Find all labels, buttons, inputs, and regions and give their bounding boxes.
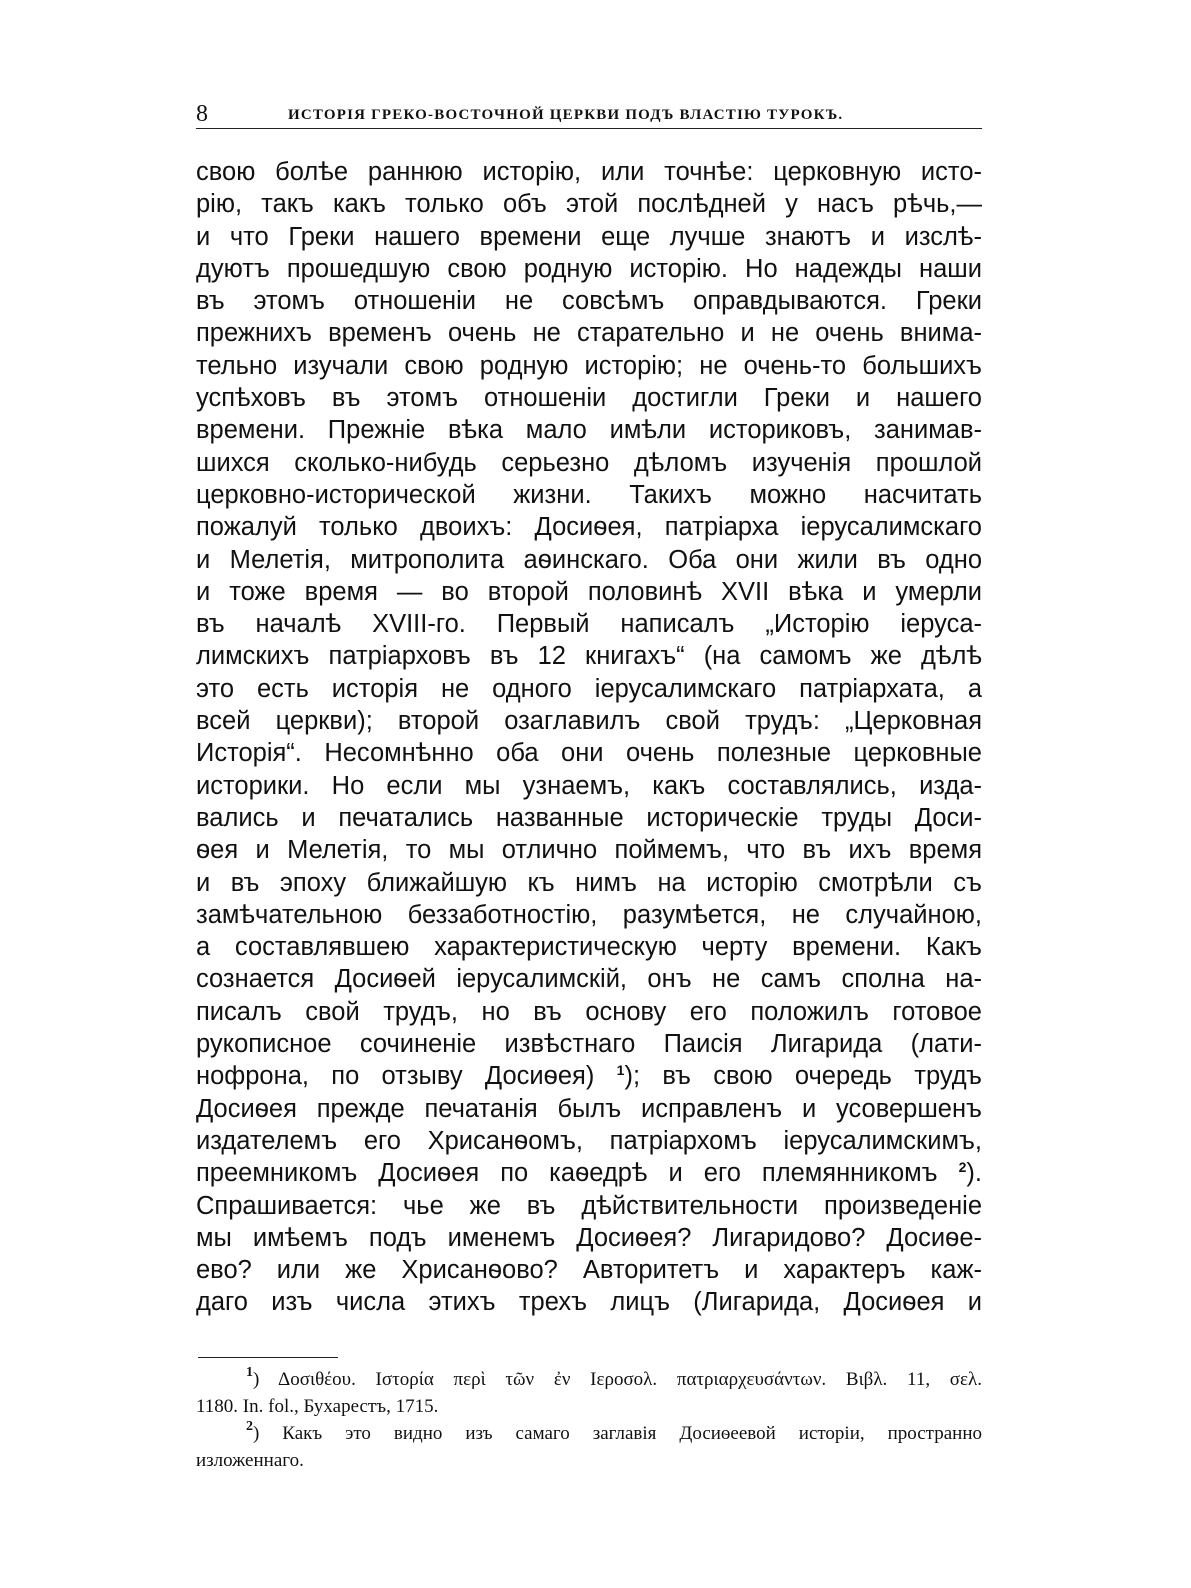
footnote-2-text: ) Какъ это видно изъ самаго заглавія Досиѳеевой исторіи, пространно — [253, 1423, 982, 1444]
text-line: ѳея и Мелетія, то мы отлично поймемъ, что въ ихъ время — [196, 836, 982, 865]
text-line: а составлявшею характеристическую черту времени. Какъ — [196, 933, 982, 962]
text-line: это есть исторія не одного іерусалимскаго патріархата, а — [196, 674, 982, 703]
text-line-with-footnote-ref: преемникомъ Досиѳея по каѳедрѣ и его племянникомъ $^2$). — [196, 1159, 982, 1188]
text-line: въ началѣ XVIII-го. Первый написалъ „Исторію іеруса- — [196, 610, 982, 639]
text-line-with-footnote-ref: нофрона, по отзыву Досиѳея) $^1$); въ свою очередь трудъ — [196, 1062, 982, 1091]
text-line: и тоже время — во второй половинѣ XVII вѣка и умерли — [196, 577, 982, 606]
text-line: замѣчательною беззаботностію, разумѣется, не случайною, — [196, 900, 982, 929]
footnote-2-continuation: изложеннаго. — [196, 1450, 304, 1471]
footnote-1-text: ) Δοσιθέου. Ιστορία περὶ τῶν ἐν Ιεροσολ. πατριαρχευσάντων. Βιβλ. 11, σελ. — [253, 1369, 982, 1390]
page-number: 8 — [196, 101, 208, 127]
text-line: времени. Прежніе вѣка мало имѣли историковъ, занимав- — [196, 416, 982, 445]
text-line: рукописное сочиненіе извѣстнаго Паисія Лигарида (лати- — [196, 1030, 982, 1059]
text-line: успѣховъ въ этомъ отношеніи достигли Греки и нашего — [196, 384, 982, 413]
line-text-tail: ; въ свою очередь трудъ — [632, 1062, 982, 1091]
text-line: Исторія“. Несомнѣнно оба они очень полезные церковные — [196, 739, 982, 768]
text-line: въ этомъ отношеніи не совсѣмъ оправдываются. Греки — [196, 287, 982, 316]
text-line: сознается Досиѳей іерусалимскій, онъ не самъ сполна на- — [196, 965, 982, 994]
footnote-ref-1: 1 — [616, 1062, 625, 1079]
text-line: лимскихъ патріарховъ въ 12 книгахъ“ (на самомъ же дѣлѣ — [196, 642, 982, 671]
footnote-marker-1: 1 — [246, 1366, 253, 1380]
running-header — [196, 100, 982, 128]
text-line: дуютъ прошедшую свою родную исторію. Но надежды наши — [196, 254, 982, 283]
text-line: Досиѳея прежде печатанія былъ исправленъ и усовершенъ — [196, 1094, 982, 1123]
text-line: издателемъ его Хрисанѳомъ, патріархомъ іерусалимскимъ, — [196, 1126, 982, 1155]
text-line: рію, такъ какъ только объ этой послѣдней у насъ рѣчь,— — [196, 190, 982, 219]
text-line: вались и печатались названные историческіе труды Доси- — [196, 803, 982, 832]
footnote-rule — [198, 1357, 338, 1358]
text-line: прежнихъ временъ очень не старательно и не очень внима- — [196, 319, 982, 348]
text-line: и Мелетія, митрополита аѳинскаго. Оба они жили въ одно — [196, 545, 982, 574]
footnote-ref-2: 2 — [958, 1159, 967, 1176]
text-line: историки. Но если мы узнаемъ, какъ составлялись, изда- — [196, 771, 982, 800]
text-line: ево? или же Хрисанѳово? Авторитетъ и характеръ каж- — [196, 1256, 982, 1285]
footnote-marker-2: 2 — [246, 1420, 253, 1434]
line-text: преемникомъ Досиѳея по каѳедрѣ и его племянникомъ — [196, 1159, 938, 1188]
text-line: мы имѣемъ подъ именемъ Досиѳея? Лигаридово? Досиѳе- — [196, 1223, 982, 1252]
text-line: церковно-исторической жизни. Такихъ можно насчитать — [196, 480, 982, 509]
text-line: всей церкви); второй озаглавилъ свой трудъ: „Церковная — [196, 707, 982, 736]
text-line: тельно изучали свою родную исторію; не очень-то большихъ — [196, 351, 982, 380]
text-line: свою болѣе раннюю исторію, или точнѣе: церковную исто- — [196, 158, 982, 186]
footnotes — [196, 1366, 982, 1474]
line-text: нофрона, по отзыву Досиѳея) — [196, 1062, 595, 1091]
text-line: пожалуй только двоихъ: Досиѳея, патріарха іерусалимскаго — [196, 513, 982, 542]
header-rule — [196, 128, 982, 129]
text-line: и что Греки нашего времени еще лучше знаютъ и изслѣ- — [196, 222, 982, 251]
text-line: шихся сколько-нибудь серьезно дѣломъ изученія прошлой — [196, 448, 982, 477]
footnote-1 — [196, 1366, 982, 1393]
running-title: ИСТОРІЯ ГРЕКО-ВОСТОЧНОЙ ЦЕРКВИ ПОДЪ ВЛАСТІЮ ТУРОКЪ. — [288, 107, 844, 123]
text-line: писалъ свой трудъ, но въ основу его положилъ готовое — [196, 997, 982, 1026]
line-text-tail: . — [974, 1159, 982, 1188]
text-line: Спрашивается: чье же въ дѣйствительности произведеніе — [196, 1191, 982, 1220]
text-line: и въ эпоху ближайшую къ нимъ на исторію смотрѣли съ — [196, 868, 982, 897]
body-text — [196, 156, 982, 1319]
footnote-2 — [196, 1420, 982, 1447]
footnote-1-continuation: 1180. In. fol., Бухарестъ, 1715. — [196, 1396, 439, 1417]
text-line: даго изъ числа этихъ трехъ лицъ (Лигарида, Досиѳея и — [196, 1288, 982, 1317]
